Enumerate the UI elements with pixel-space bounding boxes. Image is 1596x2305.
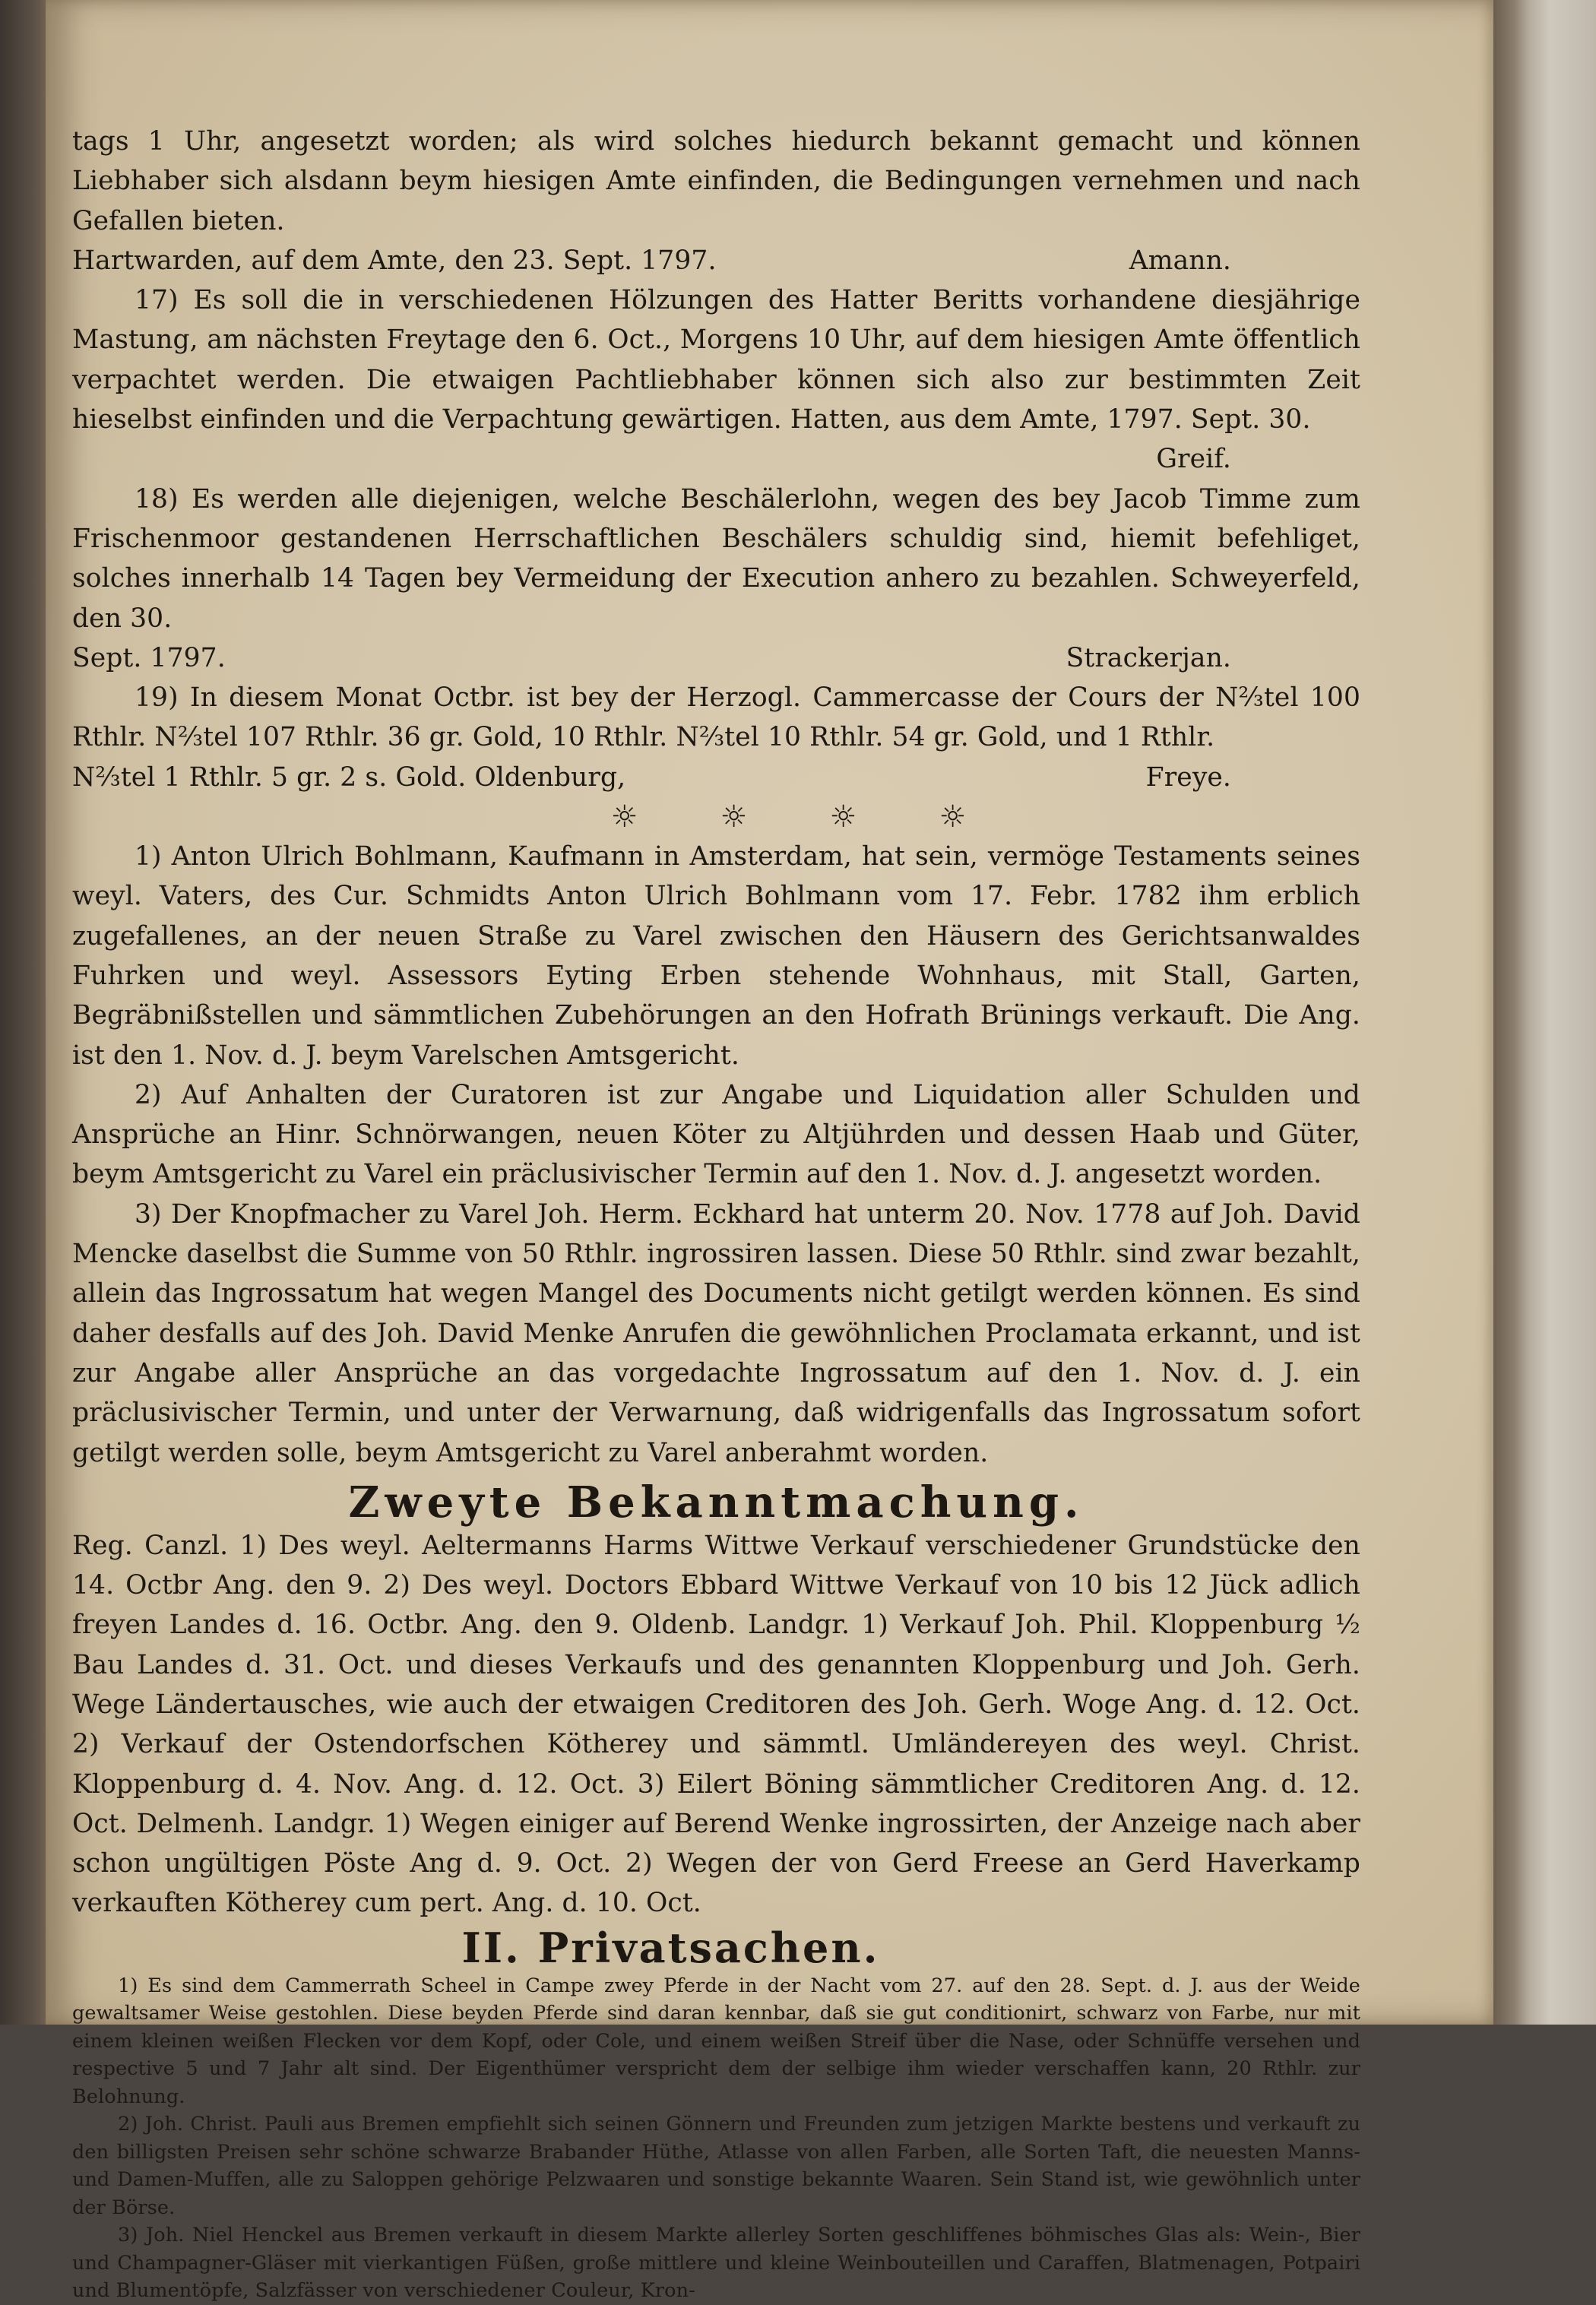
private-notice-3: 3) Joh. Niel Henckel aus Bremen verkauft in diesem Markte allerley Sorten geschliffenes böhmisches Glas als: Wein-, Bier und Champagner-Gläser mit vierkantigen Füßen, große mittlere und kleine Weinbouteillen und Caraffen, Blatmenagen, Potpairi und Blumentöpfe, Salzfässer von verschiedener Couleur, Kron- xyxy=(72,2224,1360,2303)
facing-page-edge xyxy=(1493,0,1596,2025)
signature-line-18 xyxy=(72,638,1360,678)
notice-19: 19) In diesem Monat Octbr. ist bey der Herzogl. Cammercasse der Cours der N⅔tel 100 Rthlr. N⅔tel 107 Rthlr. 36 gr. Gold, 10 Rthlr. N⅔tel 10 Rthlr. 54 gr. Gold, und 1 Rthlr. xyxy=(72,682,1360,753)
notice-18: 18) Es werden alle diejenigen, welche Beschälerlohn, wegen des bey Jacob Timme zum Frischenmoor gestandenen Herrschaftlichen Beschälers schuldig sind, hiemit befehliget, solches innerhalb 14 Tagen bey Vermeidung der Execution anhero zu bezahlen. Schweyerfeld, den 30. xyxy=(72,483,1360,634)
ornament-icon: ☼ xyxy=(829,799,857,835)
signature-date: Sept. 1797. xyxy=(72,642,226,673)
zweyte-bekanntmachung-text: Reg. Canzl. 1) Des weyl. Aeltermanns Harms Wittwe Verkauf verschiedener Grundstücke den 14. Octbr Ang. den 9. 2) Des weyl. Doctors Ebbard Wittwe Verkauf von 10 bis 12 Jück adlich freyen Landes d. 16. Octbr. Ang. den 9. Oldenb. Landgr. 1) Verkauf Joh. Phil. Kloppenburg ½ Bau Landes d. 31. Oct. und dieses Verkaufs und des genannten Kloppenburg und Joh. Gerh. Wege Ländertausches, wie auch der etwaigen Creditoren des Joh. Gerh. Woge Ang. d. 12. Oct. 2) Verkauf der Ostendorfschen Kötherey und sämmtl. Umländereyen des weyl. Christ. Kloppenburg d. 4. Nov. Ang. d. 12. Oct. 3) Eilert Böning sämmtlicher Creditoren Ang. d. 12. Oct. Delmenh. Landgr. 1) Wegen einiger auf Berend Wenke ingrossirten, der Anzeige nach aber schon ungültigen Pöste Ang d. 9. Oct. 2) Wegen der von Gerd Freese an Gerd Haverkamp verkauften Kötherey cum pert. Ang. d. 10. Oct. xyxy=(72,1530,1360,1919)
private-notice-1: 1) Es sind dem Cammerrath Scheel in Campe zwey Pferde in der Nacht vom 27. auf den 28. Sept. d. J. aus der Weide gewaltsamer Weise gestohlen. Diese beyden Pferde sind daran kennbar, daß sie gut conditionirt, schwarz von Farbe, nur mit einem kleinen weißen Flecken vor dem Kopf, oder Cole, und einem weißen Streif über die Nase, oder Schnüffe versehen und respective 5 und 7 Jahr alt sind. Der Eigenthümer verspricht dem der selbige ihm wieder verschaffen kann, 20 Rthlr. zur Belohnung. xyxy=(72,1974,1360,2108)
signature-place: N⅔tel 1 Rthlr. 5 gr. 2 s. Gold. Oldenburg, xyxy=(72,761,626,793)
section-notice-2: 2) Auf Anhalten der Curatoren ist zur Angabe und Liquidation aller Schulden und Ansprüche an Hinr. Schnörwangen, neuen Köter zu Altjührden und dessen Haab und Güter, beym Amtsgericht zu Varel ein präclusivischer Termin auf den 1. Nov. d. J. angesetzt worden. xyxy=(72,1079,1360,1190)
signature-name: Amann. xyxy=(1129,245,1231,276)
signature-place: Hartwarden, auf dem Amte, den 23. Sept. 1797. xyxy=(72,245,717,276)
signature-line-19 xyxy=(72,758,1360,797)
private-notices xyxy=(72,1972,1360,2305)
page-text xyxy=(72,122,1360,2305)
section-notice-1: 1) Anton Ulrich Bohlmann, Kaufmann in Amsterdam, hat sein, vermöge Testaments seines weyl. Vaters, des Cur. Schmidts Anton Ulrich Bohlmann vom 17. Febr. 1782 ihm erblich zugefallenes, an der neuen Straße zu Varel zwischen den Häusern des Gerichtsanwaldes Fuhrken und weyl. Assessors Eyting Erben stehende Wohnhaus, mit Stall, Garten, Begräbnißstellen und sämmtlichen Zubehörungen an den Hofrath Brünings verkauft. Die Ang. ist den 1. Nov. d. J. beym Varelschen Amtsgericht. xyxy=(72,841,1360,1071)
heading-zweyte-bekanntmachung: Zweyte Bekanntmachung. xyxy=(348,1477,1085,1528)
ornament-icon: ☼ xyxy=(939,799,967,835)
private-notice-2: 2) Joh. Christ. Pauli aus Bremen empfiehlt sich seinen Gönnern und Freunden zum jetzigen Markte bestens und verkauft zu den billigsten Preisen sehr schöne schwarze Brabander Hüthe, Atlasse von allen Farben, alle Sorten Taft, die neuesten Manns- und Damen-Muffen, alle zu Saloppen gehörige Pelzwaaren und sonstige bekannte Waaren. Sein Stand ist, wie gewöhnlich unter der Börse. xyxy=(72,2113,1360,2219)
signature-line-16 xyxy=(72,241,1360,280)
signature-name: Freye. xyxy=(1145,761,1231,793)
ornament-icon: ☼ xyxy=(720,799,748,835)
notice-17: 17) Es soll die in verschiedenen Hölzungen des Hatter Beritts vorhandene diesjährige Mastung, am nächsten Freytage den 6. Oct., Morgens 10 Uhr, auf dem hiesigen Amte öffentlich verpachtet werden. Die etwaigen Pachtliebhaber können sich also zur bestimmten Zeit hieselbst einfinden und die Verpachtung gewärtigen. Hatten, aus dem Amte, 1797. Sept. 30. xyxy=(72,285,1360,435)
paragraph-continued: tags 1 Uhr, angesetzt worden; als wird solches hiedurch bekannt gemacht und können Liebhaber sich alsdann beym hiesigen Amte einfinden, die Bedingungen vernehmen und nach Gefallen bieten. xyxy=(72,126,1360,236)
signature-name: Strackerjan. xyxy=(1066,642,1231,673)
separator-ornaments xyxy=(72,797,1360,837)
ornament-icon: ☼ xyxy=(610,799,638,835)
section-notice-3: 3) Der Knopfmacher zu Varel Joh. Herm. Eckhard hat unterm 20. Nov. 1778 auf Joh. David Mencke daselbst die Summe von 50 Rthlr. ingrossiren lassen. Diese 50 Rthlr. sind zwar bezahlt, allein das Ingrossatum hat wegen Mangel des Documents nicht getilgt werden können. Es sind daher desfalls auf des Joh. David Menke Anrufen die gewöhnlichen Proclamata erkannt, und ist zur Angabe aller Ansprüche an das vorgedachte Ingrossatum auf den 1. Nov. d. J. ein präclusivischer Termin, und unter der Verwarnung, daß widrigenfalls das Ingrossatum sofort getilgt werden solle, beym Amtsgericht zu Varel anberahmt worden. xyxy=(72,1198,1360,1468)
signature-17: Greif. xyxy=(1156,444,1231,475)
heading-privatsachen: II. Privatsachen. xyxy=(461,1923,880,1972)
